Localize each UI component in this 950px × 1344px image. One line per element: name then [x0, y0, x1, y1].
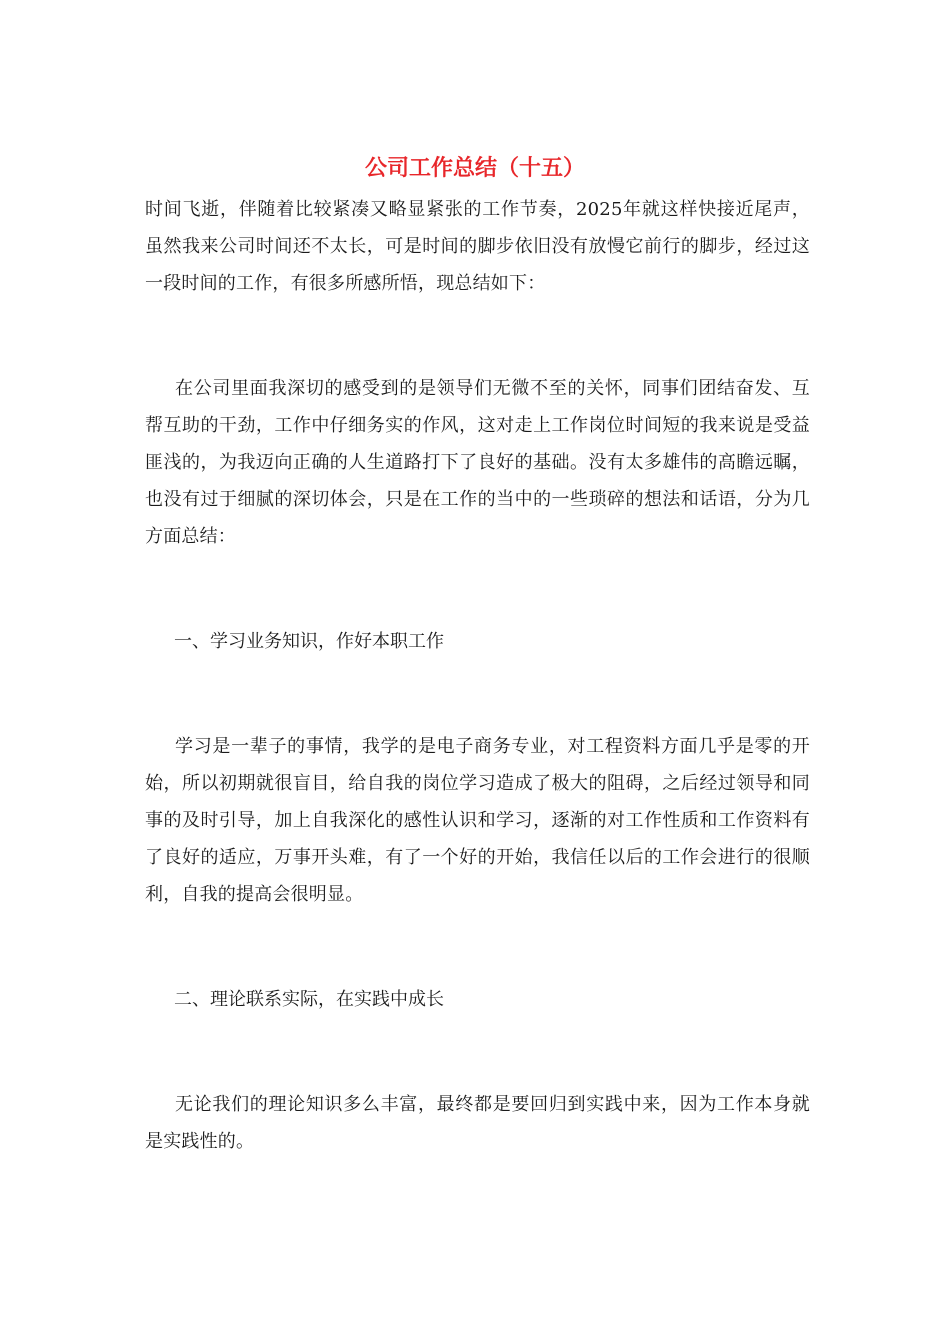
section-heading-2: 二、理论联系实际，在实践中成长 [174, 989, 444, 1010]
body-paragraph-2: 在公司里面我深切的感受到的是领导们无微不至的关怀，同事们团结奋发、互帮互助的干劲，工作中仔细务实的作风，这对走上工作岗位时间短的我来说是受益匪浅的，为我迈向正确的人生道路打下了良好的基础。没有太多雄伟的高瞻远瞩，也没有过于细腻的深切体会，只是在工作的当中的一些琐碎的想法和话语，分为几方面总结： [145, 378, 810, 547]
section-2-paragraph: 无论我们的理论知识多么丰富，最终都是要回归到实践中来，因为工作本身就是实践性的。 [145, 1094, 810, 1152]
section-1-paragraph: 学习是一辈子的事情，我学的是电子商务专业，对工程资料方面几乎是零的开始，所以初期就很盲目，给自我的岗位学习造成了极大的阻碍，之后经过领导和同事的及时引导，加上自我深化的感性认识和学习，逐渐的对工作性质和工作资料有了良好的适应，万事开头难，有了一个好的开始，我信任以后的工作会进行的很顺利，自我的提高会很明显。 [145, 736, 810, 905]
intro-paragraph: 时间飞逝，伴随着比较紧凑又略显紧张的工作节奏，2025年就这样快接近尾声，虽然我来公司时间还不太长，可是时间的脚步依旧没有放慢它前行的脚步，经过这一段时间的工作，有很多所感所悟，现总结如下： [145, 199, 810, 294]
section-heading-1: 一、学习业务知识，作好本职工作 [174, 631, 444, 652]
document-title: 公司工作总结（十五） [364, 155, 585, 181]
